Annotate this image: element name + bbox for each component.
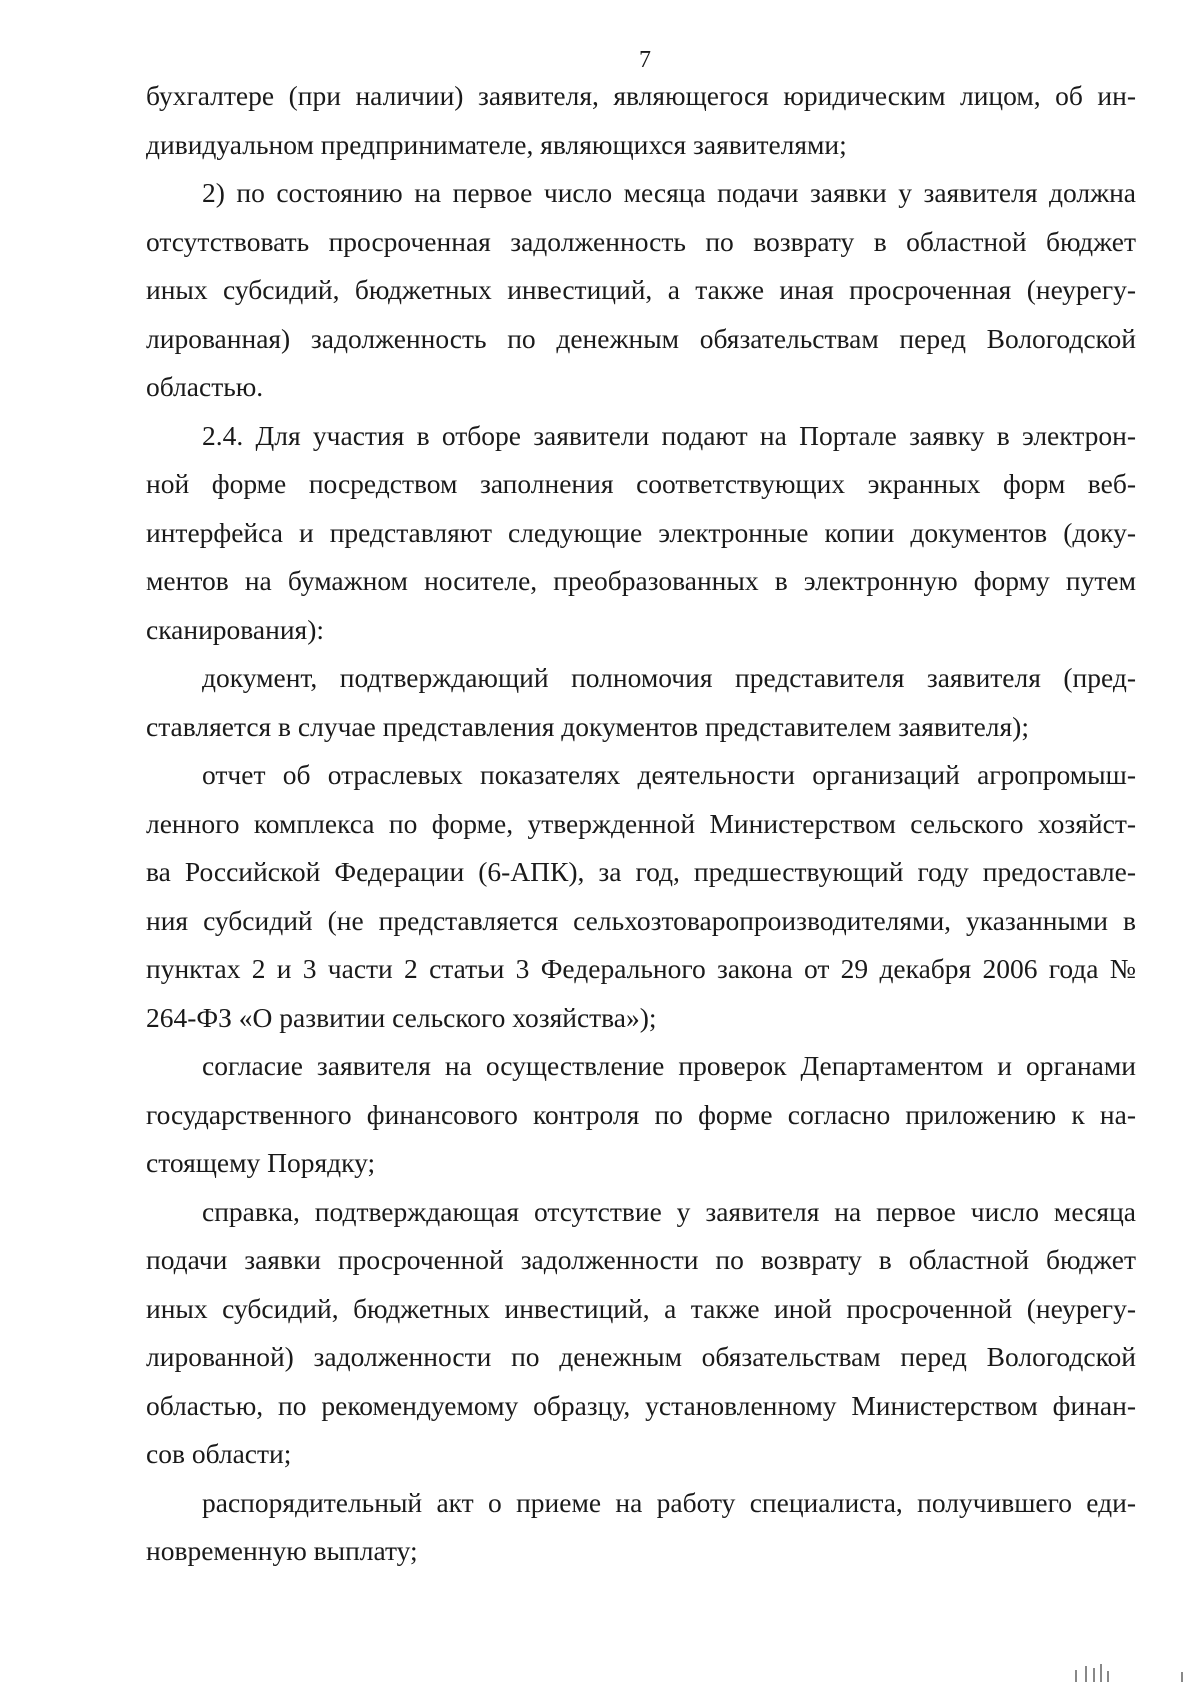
text-line: новременную выплату;	[146, 1535, 418, 1566]
body-text	[146, 72, 1136, 1576]
paragraph-first-line: справка, подтверждающая отсутствие у заявителя на первое число месяца	[202, 1195, 1136, 1227]
paragraph-first-line: отчет об отраслевых показателях деятельности организаций агропромыш-	[202, 759, 1136, 790]
text-line: пунктах 2 и 3 части 2 статьи 3 Федерального закона от 29 декабря 2006 года №	[146, 953, 1136, 984]
text-line: сов области;	[146, 1438, 292, 1469]
text-line: областью.	[146, 371, 264, 402]
text-line: подачи заявки просроченной задолженности по возврату в областной бюджет	[146, 1244, 1136, 1275]
page-number: 7	[639, 47, 651, 73]
text-line: лированная) задолженность по денежным обязательствам перед Вологодской	[146, 322, 1136, 354]
text-line: областью, по рекомендуемому образцу, установленному Министерством финан-	[146, 1389, 1136, 1421]
text-line: лированной) задолженности по денежным обязательствам перед Вологодской	[146, 1341, 1136, 1372]
text-line: государственного финансового контроля по форме согласно приложению к на-	[146, 1098, 1136, 1130]
text-line: бухгалтере (при наличии) заявителя, являющегося юридическим лицом, об ин-	[146, 80, 1136, 111]
text-line: ния субсидий (не представляется сельхозтоваропроизводителями, указанными в	[146, 904, 1136, 936]
text-line: ва Российской Федерации (6-АПК), за год, предшествующий году предоставле-	[146, 856, 1136, 887]
paragraph-first-line: документ, подтверждающий полномочия представителя заявителя (пред-	[202, 662, 1136, 693]
text-line: иных субсидий, бюджетных инвестиций, а также иная просроченная (неурегу-	[146, 274, 1136, 305]
paragraph-first-line: распорядительный акт о приеме на работу специалиста, получившего еди-	[202, 1486, 1136, 1518]
text-line: стоящему Порядку;	[146, 1147, 376, 1178]
text-line: отсутствовать просроченная задолженность по возврату в областной бюджет	[146, 225, 1136, 257]
paragraph-first-line: 2.4. Для участия в отборе заявители подают на Портале заявку в электрон-	[202, 419, 1136, 451]
text-line: ленного комплекса по форме, утвержденной Министерством сельского хозяйст-	[146, 807, 1136, 839]
paragraph-first-line: согласие заявителя на осуществление проверок Департаментом и органами	[202, 1050, 1136, 1081]
text-line: интерфейса и представляют следующие электронные копии документов (доку-	[146, 516, 1136, 548]
text-line: ментов на бумажном носителе, преобразованных в электронную форму путем	[146, 565, 1136, 596]
text-line: иных субсидий, бюджетных инвестиций, а также иной просроченной (неурегу-	[146, 1292, 1136, 1324]
scan-artifact-marks	[1070, 1662, 1190, 1682]
text-line: ставляется в случае представления документов представителем заявителя);	[146, 710, 1029, 742]
text-line: 264-ФЗ «О развитии сельского хозяйства»);	[146, 1001, 657, 1033]
paragraph-first-line: 2) по состоянию на первое число месяца подачи заявки у заявителя должна	[202, 177, 1136, 208]
text-line: дивидуальном предпринимателе, являющихся заявителями;	[146, 128, 847, 160]
text-line: ной форме посредством заполнения соответствующих экранных форм веб-	[146, 468, 1136, 499]
text-line: сканирования):	[146, 613, 324, 645]
